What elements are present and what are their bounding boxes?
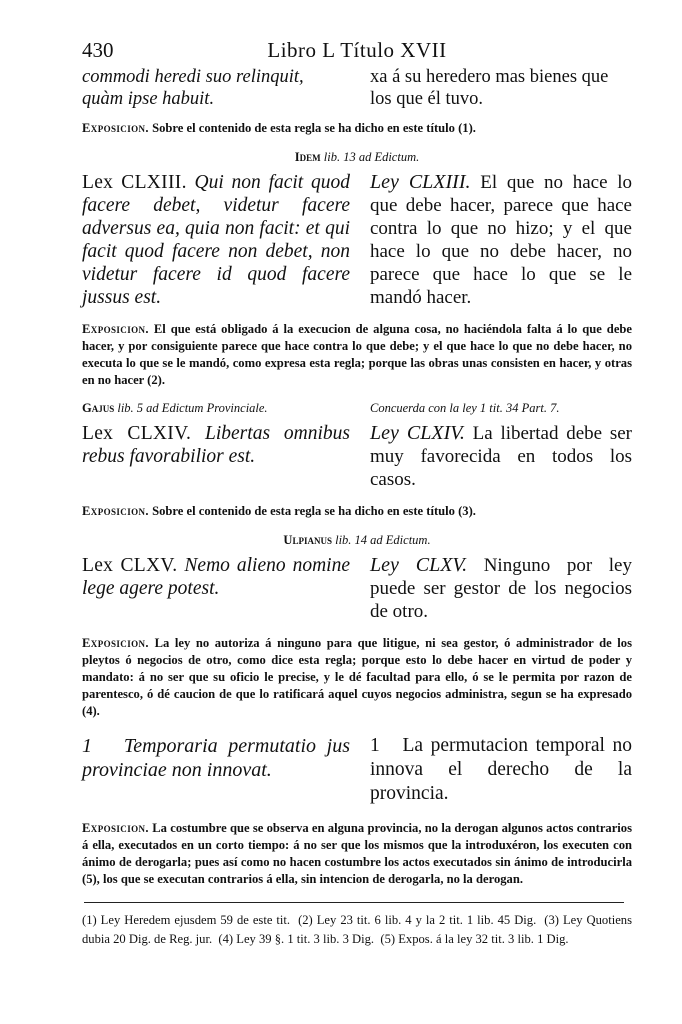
citation-left <box>82 401 350 416</box>
running-title: Libro L Título XVII <box>267 38 447 62</box>
citation-author: Gajus <box>82 401 115 416</box>
carryover-spanish-line: los que él tuvo. <box>370 89 484 109</box>
lex-164 <box>82 422 632 491</box>
citation-work: lib. 5 ad Edictum Provinciale. <box>117 401 268 416</box>
page-header <box>82 38 632 66</box>
exposicion-3 <box>82 503 632 520</box>
ley-text: El que no hace lo que debe hacer, parece que hace contra lo que no hizo; y el que hace lo que no debe hacer, no parece que hace lo que se le mandó hacer. <box>370 171 632 308</box>
lex-164-latin <box>82 422 350 491</box>
source-citation-1 <box>82 150 632 165</box>
page <box>82 38 632 949</box>
section-number: 1 <box>82 734 92 757</box>
exposicion-label: Exposicion. <box>82 321 149 336</box>
footnote: (4) Ley 39 §. 1 tit. 3 lib. 3 Dig. <box>218 931 375 946</box>
lex-text: Qui non facit quod facere debet, videtur facere adversus ea, quia non facit: et qui facit quod facere non debet, non videtur facere id quod facere jussus est. <box>82 171 350 308</box>
concordance-note: Concuerda con la ley 1 tit. 34 Part. 7. <box>370 401 560 416</box>
lex-text: Nemo alieno nomine lege agere potest. <box>82 554 351 599</box>
footnote: (1) Ley Heredem ejusdem 59 de este tit. <box>82 912 291 927</box>
ley-text: Ninguno por ley puede ser gestor de los negocios de otro. <box>370 554 632 622</box>
lex-163-spanish <box>370 171 632 309</box>
section-latin-text: Temporaria permutatio jus provinciae non innovat. <box>82 734 351 781</box>
source-citation-3 <box>82 533 632 548</box>
lex-label: Lex CLXIV. <box>82 423 192 445</box>
lex-164-spanish <box>370 422 632 491</box>
carryover-latin-line: quàm ipse habuit. <box>82 89 215 109</box>
section-1 <box>82 734 632 806</box>
carryover-latin-line: commodi heredi suo relinquit, <box>82 67 304 87</box>
exposicion-text: Sobre el contenido de esta regla se ha dicho en este título (3). <box>152 504 476 519</box>
citation-author: Ulpianus <box>283 532 332 547</box>
section-1-latin <box>82 734 350 806</box>
exposicion-text: Sobre el contenido de esta regla se ha dicho en este título (1). <box>152 121 476 135</box>
exposicion-label: Exposicion. <box>82 820 149 835</box>
exposicion-4 <box>82 635 632 720</box>
exposicion-text: La costumbre que se observa en alguna provincia, no la derogan algunos actos contrarios á ella, executados en un corto tiempo: á no ser que los mismos que la introduxéron, los executen con ánimo de derogarla; pues así como no hacen costumbre los actos executados sin ánimo de introducirla (5), los que se executan contrarios á ella, sin intencion de derogarla, no la derogan. <box>82 820 632 886</box>
exposicion-2 <box>82 321 632 389</box>
carryover-latin <box>82 66 350 110</box>
lex-label: Lex CLXV. <box>82 554 178 576</box>
section-number: 1 <box>370 734 380 756</box>
exposicion-text: El que está obligado á la execucion de alguna cosa, no haciéndola falta á lo que debe hacer, y por consiguiente parece que hace contra lo que debe; y el que hace lo que no debe hacer, no executa lo que se le mandó, como expresa esta regla; porque las obras unas consisten en hacer, y otras en no hacer (2). <box>82 321 632 387</box>
footnote: (3) Ley Quotiens dubia 20 Dig. de Reg. jur. <box>82 912 632 946</box>
source-citation-2 <box>82 401 632 416</box>
ley-label: Ley CLXV. <box>370 553 468 576</box>
lex-163 <box>82 171 632 309</box>
lex-163-latin <box>82 171 350 309</box>
exposicion-1 <box>82 120 632 137</box>
page-number: 430 <box>82 38 114 62</box>
lex-165-latin <box>82 554 350 623</box>
lex-165-spanish <box>370 554 632 623</box>
lex-text: Libertas omnibus rebus favorabilior est. <box>82 423 350 468</box>
ley-label: Ley CLXIII. <box>370 170 471 193</box>
lex-label: Lex CLXIII. <box>82 171 187 193</box>
exposicion-label: Exposicion. <box>82 504 149 519</box>
citation-work: lib. 13 ad Edictum. <box>323 149 420 164</box>
citation-work: lib. 14 ad Edictum. <box>335 532 431 547</box>
section-spanish-text: La permutacion temporal no innova el derecho de la provincia. <box>370 734 632 804</box>
exposicion-label: Exposicion. <box>82 635 149 650</box>
carryover-spanish <box>370 66 632 110</box>
ley-text: La libertad debe ser muy favorecida en todos los casos. <box>370 423 633 491</box>
exposicion-label: Exposicion. <box>82 121 149 135</box>
footnote: (2) Ley 23 tit. 6 lib. 4 y la 2 tit. 1 lib. 45 Dig. <box>298 912 537 927</box>
exposicion-text: La ley no autoriza á ninguno para que litigue, ni sea gestor, ó administrador de los pleytos ó negocios de otro, como dice esta regla; porque esto lo debe hacer en virtud de poder y mandato: á no ser que su oficio le precise, y le dé facultad para ello, ó se le permita por razon de parentesco, ó dé caucion de que lo ratificará aquel cuyos negocios administra, segun se ha expresado (4). <box>82 635 632 718</box>
footnote-divider <box>84 902 624 903</box>
lex-165 <box>82 554 632 623</box>
ley-label: Ley CLXIV. <box>370 422 465 445</box>
footnote: (5) Expos. á la ley 32 tit. 3 lib. 1 Dig. <box>380 931 569 946</box>
section-1-spanish <box>370 734 632 806</box>
citation-author: Idem <box>294 149 321 164</box>
carryover-section <box>82 66 632 110</box>
exposicion-5 <box>82 820 632 888</box>
footnotes <box>82 911 632 949</box>
carryover-spanish-line: xa á su heredero mas bienes que <box>370 67 609 87</box>
